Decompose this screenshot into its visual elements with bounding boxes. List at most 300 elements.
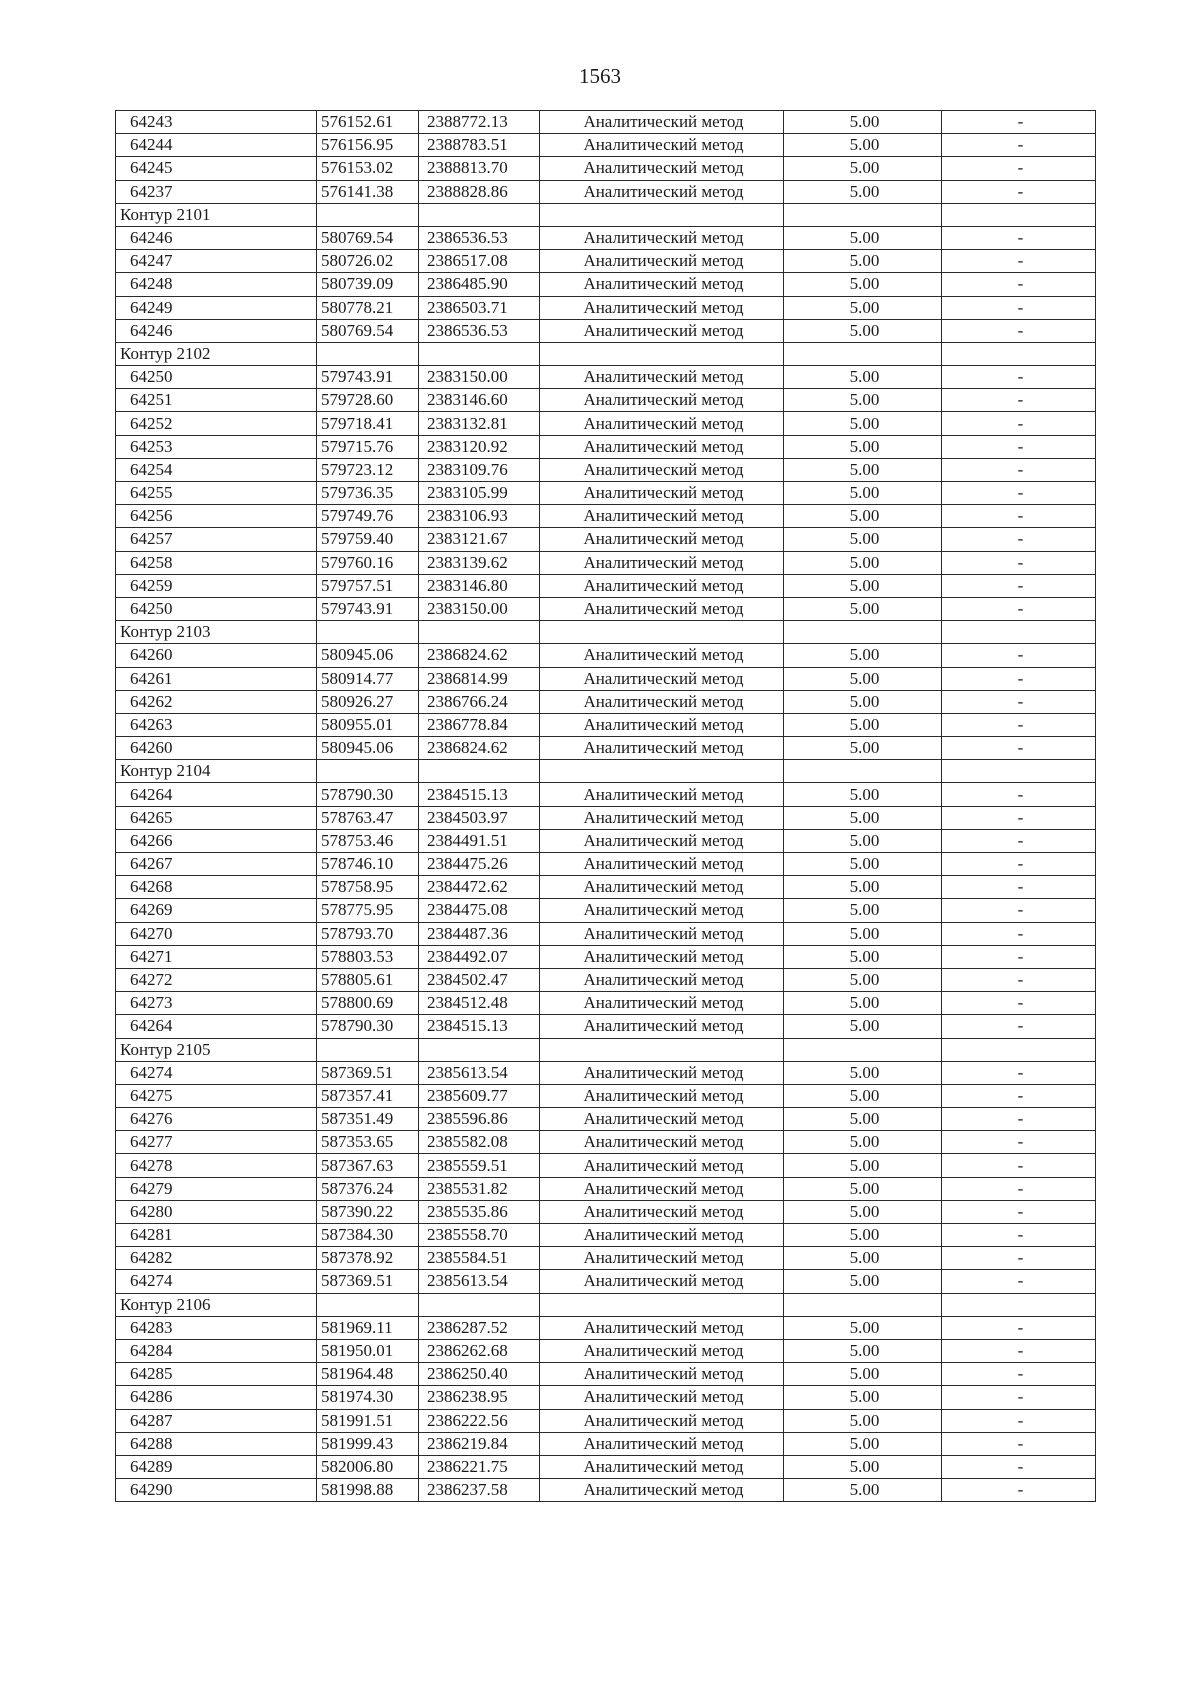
x-coordinate-cell: 582006.80	[317, 1455, 419, 1478]
accuracy-cell: 5.00	[784, 1247, 942, 1270]
y-coordinate-cell: 2386536.53	[419, 226, 540, 249]
x-coordinate-cell: 580914.77	[317, 667, 419, 690]
table-row	[116, 574, 1096, 597]
note-cell: -	[942, 250, 1096, 273]
method-cell: Аналитический метод	[540, 737, 784, 760]
point-id-cell: 64245	[116, 157, 317, 180]
y-coordinate-cell: 2388783.51	[419, 134, 540, 157]
method-cell: Аналитический метод	[540, 806, 784, 829]
note-cell: -	[942, 296, 1096, 319]
y-coordinate-cell: 2384487.36	[419, 922, 540, 945]
point-id-cell: 64248	[116, 273, 317, 296]
x-coordinate-cell: 578746.10	[317, 853, 419, 876]
method-cell: Аналитический метод	[540, 412, 784, 435]
point-id-cell: 64270	[116, 922, 317, 945]
x-coordinate-cell: 587353.65	[317, 1131, 419, 1154]
x-coordinate-cell: 578803.53	[317, 945, 419, 968]
y-coordinate-cell: 2383109.76	[419, 458, 540, 481]
x-coordinate-cell: 579760.16	[317, 551, 419, 574]
x-coordinate-cell: 579749.76	[317, 505, 419, 528]
table-row	[116, 737, 1096, 760]
y-coordinate-cell: 2388813.70	[419, 157, 540, 180]
empty-cell	[942, 342, 1096, 365]
empty-cell	[419, 1293, 540, 1316]
x-coordinate-cell: 578763.47	[317, 806, 419, 829]
y-coordinate-cell: 2383105.99	[419, 482, 540, 505]
y-coordinate-cell: 2383146.60	[419, 389, 540, 412]
method-cell: Аналитический метод	[540, 667, 784, 690]
method-cell: Аналитический метод	[540, 876, 784, 899]
point-id-cell: 64264	[116, 783, 317, 806]
y-coordinate-cell: 2383132.81	[419, 412, 540, 435]
method-cell: Аналитический метод	[540, 1409, 784, 1432]
x-coordinate-cell: 579736.35	[317, 482, 419, 505]
y-coordinate-cell: 2386221.75	[419, 1455, 540, 1478]
table-row	[116, 1386, 1096, 1409]
method-cell: Аналитический метод	[540, 296, 784, 319]
accuracy-cell: 5.00	[784, 319, 942, 342]
method-cell: Аналитический метод	[540, 273, 784, 296]
x-coordinate-cell: 581991.51	[317, 1409, 419, 1432]
note-cell: -	[942, 829, 1096, 852]
table-row	[116, 250, 1096, 273]
accuracy-cell: 5.00	[784, 1386, 942, 1409]
accuracy-cell: 5.00	[784, 1409, 942, 1432]
note-cell: -	[942, 1316, 1096, 1339]
accuracy-cell: 5.00	[784, 134, 942, 157]
table-row	[116, 713, 1096, 736]
point-id-cell: 64274	[116, 1061, 317, 1084]
accuracy-cell: 5.00	[784, 366, 942, 389]
accuracy-cell: 5.00	[784, 667, 942, 690]
accuracy-cell: 5.00	[784, 1108, 942, 1131]
method-cell: Аналитический метод	[540, 1200, 784, 1223]
accuracy-cell: 5.00	[784, 226, 942, 249]
note-cell: -	[942, 1131, 1096, 1154]
table-row	[116, 1363, 1096, 1386]
note-cell: -	[942, 551, 1096, 574]
note-cell: -	[942, 783, 1096, 806]
method-cell: Аналитический метод	[540, 597, 784, 620]
empty-cell	[942, 760, 1096, 783]
empty-cell	[419, 1038, 540, 1061]
note-cell: -	[942, 505, 1096, 528]
point-id-cell: 64269	[116, 899, 317, 922]
method-cell: Аналитический метод	[540, 435, 784, 458]
note-cell: -	[942, 528, 1096, 551]
method-cell: Аналитический метод	[540, 1432, 784, 1455]
accuracy-cell: 5.00	[784, 737, 942, 760]
contour-header-row	[116, 760, 1096, 783]
table-row	[116, 389, 1096, 412]
point-id-cell: 64278	[116, 1154, 317, 1177]
accuracy-cell: 5.00	[784, 783, 942, 806]
note-cell: -	[942, 1177, 1096, 1200]
accuracy-cell: 5.00	[784, 1061, 942, 1084]
table-row	[116, 1432, 1096, 1455]
y-coordinate-cell: 2384491.51	[419, 829, 540, 852]
y-coordinate-cell: 2385609.77	[419, 1084, 540, 1107]
y-coordinate-cell: 2384515.13	[419, 1015, 540, 1038]
contour-label: Контур 2105	[116, 1038, 317, 1061]
note-cell: -	[942, 1479, 1096, 1502]
note-cell: -	[942, 1154, 1096, 1177]
y-coordinate-cell: 2388828.86	[419, 180, 540, 203]
y-coordinate-cell: 2385584.51	[419, 1247, 540, 1270]
y-coordinate-cell: 2386824.62	[419, 737, 540, 760]
table-row	[116, 551, 1096, 574]
y-coordinate-cell: 2384515.13	[419, 783, 540, 806]
point-id-cell: 64268	[116, 876, 317, 899]
table-row	[116, 806, 1096, 829]
accuracy-cell: 5.00	[784, 1479, 942, 1502]
note-cell: -	[942, 412, 1096, 435]
point-id-cell: 64261	[116, 667, 317, 690]
table-row	[116, 644, 1096, 667]
note-cell: -	[942, 1108, 1096, 1131]
note-cell: -	[942, 1432, 1096, 1455]
contour-label: Контур 2104	[116, 760, 317, 783]
point-id-cell: 64275	[116, 1084, 317, 1107]
point-id-cell: 64290	[116, 1479, 317, 1502]
x-coordinate-cell: 587376.24	[317, 1177, 419, 1200]
empty-cell	[540, 621, 784, 644]
x-coordinate-cell: 579757.51	[317, 574, 419, 597]
x-coordinate-cell: 580778.21	[317, 296, 419, 319]
empty-cell	[317, 342, 419, 365]
method-cell: Аналитический метод	[540, 783, 784, 806]
accuracy-cell: 5.00	[784, 922, 942, 945]
contour-header-row	[116, 621, 1096, 644]
method-cell: Аналитический метод	[540, 1316, 784, 1339]
table-row	[116, 1316, 1096, 1339]
y-coordinate-cell: 2384492.07	[419, 945, 540, 968]
table-row	[116, 296, 1096, 319]
x-coordinate-cell: 578790.30	[317, 783, 419, 806]
x-coordinate-cell: 581999.43	[317, 1432, 419, 1455]
y-coordinate-cell: 2384503.97	[419, 806, 540, 829]
x-coordinate-cell: 580769.54	[317, 319, 419, 342]
method-cell: Аналитический метод	[540, 1479, 784, 1502]
method-cell: Аналитический метод	[540, 1386, 784, 1409]
table-row	[116, 597, 1096, 620]
table-row	[116, 273, 1096, 296]
accuracy-cell: 5.00	[784, 876, 942, 899]
x-coordinate-cell: 579723.12	[317, 458, 419, 481]
x-coordinate-cell: 578758.95	[317, 876, 419, 899]
point-id-cell: 64283	[116, 1316, 317, 1339]
y-coordinate-cell: 2386485.90	[419, 273, 540, 296]
note-cell: -	[942, 1084, 1096, 1107]
empty-cell	[317, 203, 419, 226]
coordinates-table	[115, 110, 1096, 1502]
point-id-cell: 64256	[116, 505, 317, 528]
x-coordinate-cell: 581998.88	[317, 1479, 419, 1502]
y-coordinate-cell: 2386766.24	[419, 690, 540, 713]
table-row	[116, 667, 1096, 690]
method-cell: Аналитический метод	[540, 1270, 784, 1293]
empty-cell	[419, 621, 540, 644]
method-cell: Аналитический метод	[540, 111, 784, 134]
note-cell: -	[942, 1409, 1096, 1432]
y-coordinate-cell: 2386250.40	[419, 1363, 540, 1386]
note-cell: -	[942, 482, 1096, 505]
method-cell: Аналитический метод	[540, 574, 784, 597]
point-id-cell: 64243	[116, 111, 317, 134]
table-row	[116, 1177, 1096, 1200]
point-id-cell: 64265	[116, 806, 317, 829]
note-cell: -	[942, 134, 1096, 157]
accuracy-cell: 5.00	[784, 482, 942, 505]
accuracy-cell: 5.00	[784, 273, 942, 296]
x-coordinate-cell: 587378.92	[317, 1247, 419, 1270]
method-cell: Аналитический метод	[540, 829, 784, 852]
x-coordinate-cell: 576152.61	[317, 111, 419, 134]
table-row	[116, 876, 1096, 899]
table-row	[116, 1247, 1096, 1270]
accuracy-cell: 5.00	[784, 412, 942, 435]
note-cell: -	[942, 574, 1096, 597]
note-cell: -	[942, 667, 1096, 690]
point-id-cell: 64273	[116, 992, 317, 1015]
y-coordinate-cell: 2386536.53	[419, 319, 540, 342]
table-row	[116, 111, 1096, 134]
x-coordinate-cell: 587369.51	[317, 1061, 419, 1084]
point-id-cell: 64271	[116, 945, 317, 968]
table-row	[116, 1131, 1096, 1154]
point-id-cell: 64246	[116, 319, 317, 342]
accuracy-cell: 5.00	[784, 829, 942, 852]
accuracy-cell: 5.00	[784, 296, 942, 319]
accuracy-cell: 5.00	[784, 899, 942, 922]
x-coordinate-cell: 579743.91	[317, 597, 419, 620]
point-id-cell: 64251	[116, 389, 317, 412]
accuracy-cell: 5.00	[784, 458, 942, 481]
point-id-cell: 64279	[116, 1177, 317, 1200]
table-row	[116, 1339, 1096, 1362]
accuracy-cell: 5.00	[784, 528, 942, 551]
point-id-cell: 64264	[116, 1015, 317, 1038]
x-coordinate-cell: 580945.06	[317, 737, 419, 760]
note-cell: -	[942, 1224, 1096, 1247]
contour-header-row	[116, 1038, 1096, 1061]
table-row	[116, 482, 1096, 505]
table-row	[116, 528, 1096, 551]
note-cell: -	[942, 853, 1096, 876]
table-row	[116, 1409, 1096, 1432]
table-row	[116, 435, 1096, 458]
y-coordinate-cell: 2386287.52	[419, 1316, 540, 1339]
method-cell: Аналитический метод	[540, 366, 784, 389]
y-coordinate-cell: 2383139.62	[419, 551, 540, 574]
x-coordinate-cell: 580726.02	[317, 250, 419, 273]
method-cell: Аналитический метод	[540, 968, 784, 991]
table-row	[116, 1200, 1096, 1223]
point-id-cell: 64276	[116, 1108, 317, 1131]
table-row	[116, 1061, 1096, 1084]
empty-cell	[784, 760, 942, 783]
method-cell: Аналитический метод	[540, 157, 784, 180]
point-id-cell: 64267	[116, 853, 317, 876]
accuracy-cell: 5.00	[784, 1363, 942, 1386]
point-id-cell: 64289	[116, 1455, 317, 1478]
method-cell: Аналитический метод	[540, 250, 784, 273]
method-cell: Аналитический метод	[540, 505, 784, 528]
note-cell: -	[942, 945, 1096, 968]
accuracy-cell: 5.00	[784, 389, 942, 412]
point-id-cell: 64263	[116, 713, 317, 736]
accuracy-cell: 5.00	[784, 1177, 942, 1200]
point-id-cell: 64277	[116, 1131, 317, 1154]
x-coordinate-cell: 580945.06	[317, 644, 419, 667]
accuracy-cell: 5.00	[784, 111, 942, 134]
method-cell: Аналитический метод	[540, 690, 784, 713]
method-cell: Аналитический метод	[540, 644, 784, 667]
table-row	[116, 458, 1096, 481]
method-cell: Аналитический метод	[540, 992, 784, 1015]
accuracy-cell: 5.00	[784, 1455, 942, 1478]
x-coordinate-cell: 587369.51	[317, 1270, 419, 1293]
accuracy-cell: 5.00	[784, 1015, 942, 1038]
x-coordinate-cell: 587367.63	[317, 1154, 419, 1177]
y-coordinate-cell: 2385535.86	[419, 1200, 540, 1223]
accuracy-cell: 5.00	[784, 250, 942, 273]
note-cell: -	[942, 1061, 1096, 1084]
y-coordinate-cell: 2386237.58	[419, 1479, 540, 1502]
note-cell: -	[942, 366, 1096, 389]
x-coordinate-cell: 580926.27	[317, 690, 419, 713]
x-coordinate-cell: 581950.01	[317, 1339, 419, 1362]
method-cell: Аналитический метод	[540, 1455, 784, 1478]
note-cell: -	[942, 389, 1096, 412]
method-cell: Аналитический метод	[540, 389, 784, 412]
note-cell: -	[942, 713, 1096, 736]
y-coordinate-cell: 2385596.86	[419, 1108, 540, 1131]
y-coordinate-cell: 2386238.95	[419, 1386, 540, 1409]
note-cell: -	[942, 1386, 1096, 1409]
method-cell: Аналитический метод	[540, 1363, 784, 1386]
empty-cell	[784, 1038, 942, 1061]
empty-cell	[317, 1293, 419, 1316]
point-id-cell: 64282	[116, 1247, 317, 1270]
method-cell: Аналитический метод	[540, 945, 784, 968]
x-coordinate-cell: 578790.30	[317, 1015, 419, 1038]
y-coordinate-cell: 2385613.54	[419, 1061, 540, 1084]
point-id-cell: 64246	[116, 226, 317, 249]
method-cell: Аналитический метод	[540, 1224, 784, 1247]
note-cell: -	[942, 458, 1096, 481]
table-row	[116, 690, 1096, 713]
accuracy-cell: 5.00	[784, 1131, 942, 1154]
note-cell: -	[942, 1455, 1096, 1478]
y-coordinate-cell: 2386503.71	[419, 296, 540, 319]
x-coordinate-cell: 579728.60	[317, 389, 419, 412]
point-id-cell: 64287	[116, 1409, 317, 1432]
point-id-cell: 64237	[116, 180, 317, 203]
empty-cell	[784, 203, 942, 226]
y-coordinate-cell: 2386262.68	[419, 1339, 540, 1362]
y-coordinate-cell: 2384475.08	[419, 899, 540, 922]
table-row	[116, 319, 1096, 342]
empty-cell	[317, 760, 419, 783]
note-cell: -	[942, 992, 1096, 1015]
accuracy-cell: 5.00	[784, 574, 942, 597]
method-cell: Аналитический метод	[540, 482, 784, 505]
note-cell: -	[942, 319, 1096, 342]
method-cell: Аналитический метод	[540, 1177, 784, 1200]
accuracy-cell: 5.00	[784, 597, 942, 620]
contour-header-row	[116, 203, 1096, 226]
x-coordinate-cell: 581974.30	[317, 1386, 419, 1409]
accuracy-cell: 5.00	[784, 690, 942, 713]
point-id-cell: 64253	[116, 435, 317, 458]
empty-cell	[540, 342, 784, 365]
empty-cell	[317, 621, 419, 644]
y-coordinate-cell: 2386778.84	[419, 713, 540, 736]
x-coordinate-cell: 579715.76	[317, 435, 419, 458]
y-coordinate-cell: 2384475.26	[419, 853, 540, 876]
x-coordinate-cell: 578753.46	[317, 829, 419, 852]
note-cell: -	[942, 597, 1096, 620]
table-row	[116, 412, 1096, 435]
contour-label: Контур 2106	[116, 1293, 317, 1316]
table-row	[116, 968, 1096, 991]
point-id-cell: 64257	[116, 528, 317, 551]
method-cell: Аналитический метод	[540, 180, 784, 203]
x-coordinate-cell: 578775.95	[317, 899, 419, 922]
table-row	[116, 899, 1096, 922]
note-cell: -	[942, 690, 1096, 713]
point-id-cell: 64284	[116, 1339, 317, 1362]
point-id-cell: 64280	[116, 1200, 317, 1223]
contour-label: Контур 2103	[116, 621, 317, 644]
method-cell: Аналитический метод	[540, 922, 784, 945]
point-id-cell: 64244	[116, 134, 317, 157]
note-cell: -	[942, 1247, 1096, 1270]
empty-cell	[419, 760, 540, 783]
x-coordinate-cell: 587351.49	[317, 1108, 419, 1131]
y-coordinate-cell: 2384512.48	[419, 992, 540, 1015]
table-row	[116, 1108, 1096, 1131]
accuracy-cell: 5.00	[784, 853, 942, 876]
accuracy-cell: 5.00	[784, 1084, 942, 1107]
point-id-cell: 64250	[116, 366, 317, 389]
y-coordinate-cell: 2383106.93	[419, 505, 540, 528]
y-coordinate-cell: 2384502.47	[419, 968, 540, 991]
x-coordinate-cell: 576141.38	[317, 180, 419, 203]
x-coordinate-cell: 587390.22	[317, 1200, 419, 1223]
method-cell: Аналитический метод	[540, 1108, 784, 1131]
accuracy-cell: 5.00	[784, 992, 942, 1015]
accuracy-cell: 5.00	[784, 1154, 942, 1177]
table-row	[116, 992, 1096, 1015]
point-id-cell: 64252	[116, 412, 317, 435]
table-row	[116, 1154, 1096, 1177]
x-coordinate-cell: 579718.41	[317, 412, 419, 435]
x-coordinate-cell: 581969.11	[317, 1316, 419, 1339]
method-cell: Аналитический метод	[540, 1084, 784, 1107]
accuracy-cell: 5.00	[784, 180, 942, 203]
empty-cell	[942, 1038, 1096, 1061]
point-id-cell: 64249	[116, 296, 317, 319]
note-cell: -	[942, 876, 1096, 899]
empty-cell	[540, 1293, 784, 1316]
empty-cell	[540, 203, 784, 226]
y-coordinate-cell: 2383150.00	[419, 366, 540, 389]
note-cell: -	[942, 1363, 1096, 1386]
accuracy-cell: 5.00	[784, 644, 942, 667]
method-cell: Аналитический метод	[540, 899, 784, 922]
